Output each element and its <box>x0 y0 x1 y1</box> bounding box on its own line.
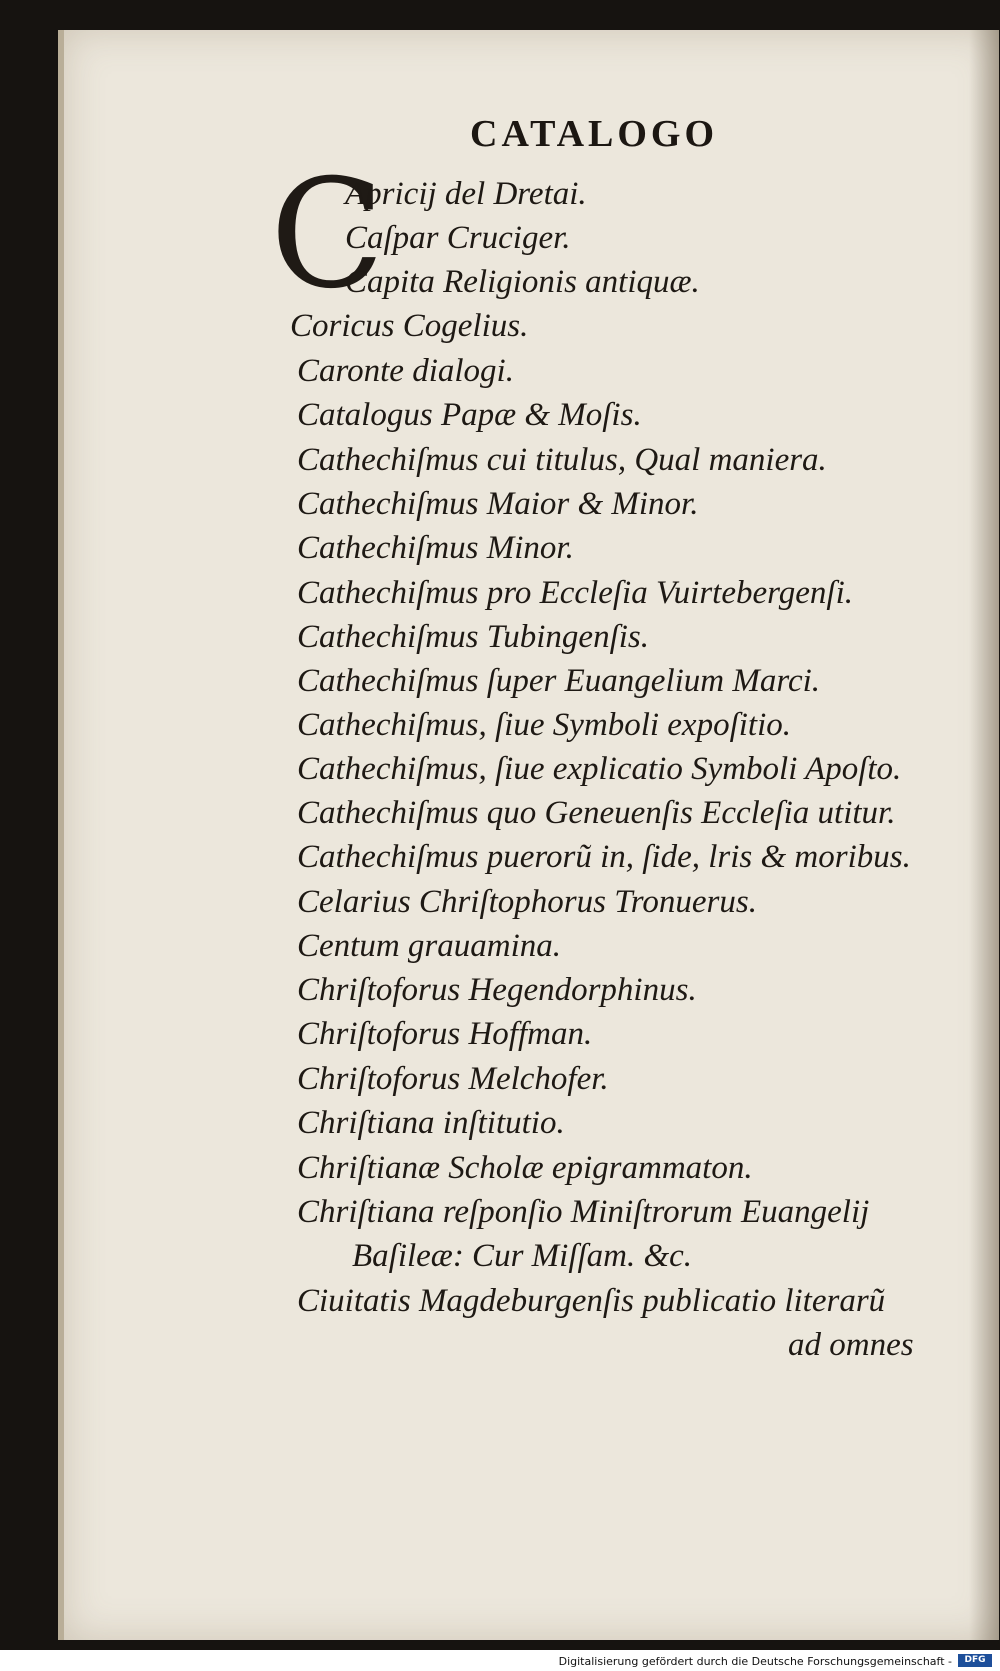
catchword: ad omnes <box>788 1327 914 1363</box>
catalog-entry: Ciuitatis Magdeburgenſis publicatio literarũ <box>297 1283 886 1319</box>
catalog-entry: Catalogus Papæ & Moſis. <box>297 397 642 433</box>
catalog-entry: Chriſtianæ Scholæ epigrammaton. <box>297 1150 753 1186</box>
running-head: CATALOGO <box>470 113 719 155</box>
catalog-entry: Cathechiſmus Tubingenſis. <box>297 619 650 655</box>
catalog-entry: Caſpar Cruciger. <box>345 220 571 256</box>
dfg-logo: DFG <box>958 1654 992 1667</box>
catalog-entry: Centum grauamina. <box>297 928 561 964</box>
catalog-entry: Chriſtiana inſtitutio. <box>297 1105 565 1141</box>
catalog-entry: Cathechiſmus Maior & Minor. <box>297 486 699 522</box>
catalog-entry: Cathechiſmus, ſiue Symboli expoſitio. <box>297 707 792 743</box>
catalog-entry: Cathechiſmus quo Geneuenſis Eccleſia utitur. <box>297 795 896 831</box>
catalog-entry: Chriſtiana reſponſio Miniſtrorum Euangelij <box>297 1194 870 1230</box>
catalog-entry: Caronte dialogi. <box>297 353 514 389</box>
catalog-entry: Cathechiſmus cui titulus, Qual maniera. <box>297 442 827 478</box>
catalog-entry: Coricus Cogelius. <box>290 308 529 344</box>
catalog-entry: Cathechiſmus puerorũ in, ſide, lris & moribus. <box>297 839 911 875</box>
catalog-entry-continuation: Baſileæ: Cur Miſſam. &c. <box>352 1238 693 1274</box>
catalog-entry: Celarius Chriſtophorus Tronuerus. <box>297 884 757 920</box>
catalog-entry: Cathechiſmus ſuper Euangelium Marci. <box>297 663 821 699</box>
catalog-entry: Chriſtoforus Hoffman. <box>297 1016 593 1052</box>
catalog-entry: Apricij del Dretai. <box>345 176 587 212</box>
catalog-entry: Chriſtoforus Hegendorphinus. <box>297 972 697 1008</box>
catalog-entry: Cathechiſmus Minor. <box>297 530 574 566</box>
catalog-entry: Chriſtoforus Melchofer. <box>297 1061 609 1097</box>
catalog-entry: Cathechiſmus, ſiue explicatio Symboli Apoſto. <box>297 751 902 787</box>
catalog-entry: Cathechiſmus pro Eccleſia Vuirtebergenſi. <box>297 575 853 611</box>
drop-cap: C <box>270 148 385 322</box>
digitization-credit: Digitalisierung gefördert durch die Deutsche Forschungsgemeinschaft - <box>558 1655 952 1668</box>
catalog-entry: Capita Religionis antiquæ. <box>345 264 700 300</box>
